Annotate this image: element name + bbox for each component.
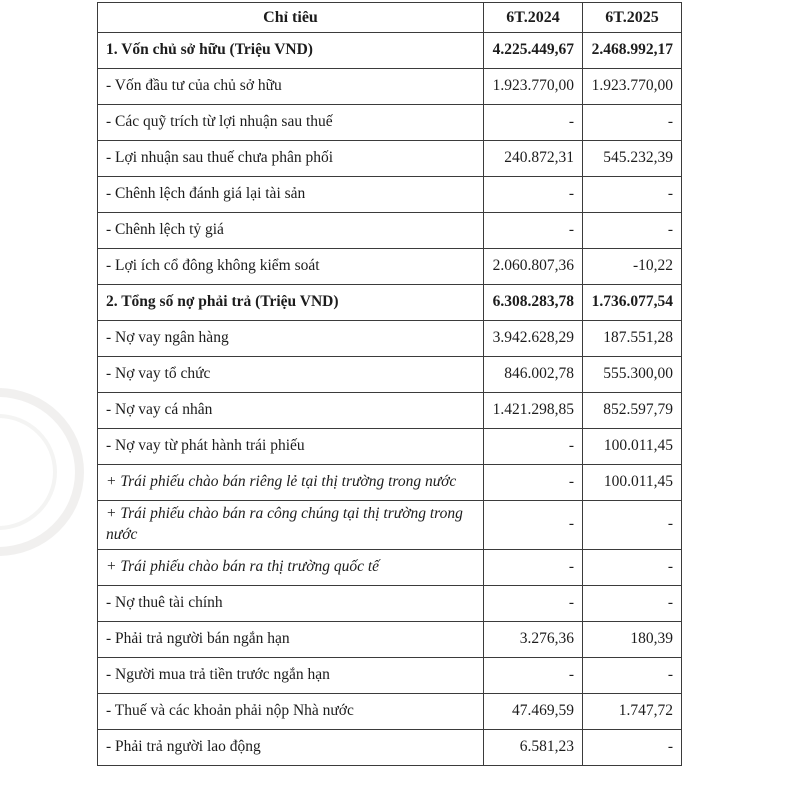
value-2024-cell: - (484, 177, 583, 213)
value-2024-cell: - (484, 657, 583, 693)
value-2025-cell: - (583, 549, 682, 585)
table-row (98, 393, 682, 429)
table-body (98, 33, 682, 766)
table-row (98, 33, 682, 69)
header-period-6t2024: 6T.2024 (484, 3, 583, 33)
value-2025-cell: 1.923.770,00 (583, 69, 682, 105)
row-label-cell: + Trái phiếu chào bán ra công chúng tại thị trường trong nước (98, 501, 484, 550)
table-row (98, 69, 682, 105)
header-criteria: Chỉ tiêu (98, 3, 484, 33)
row-label-cell: - Vốn đầu tư của chủ sở hữu (98, 69, 484, 105)
value-2025-cell: 852.597,79 (583, 393, 682, 429)
row-label-cell: - Phải trả người lao động (98, 729, 484, 765)
value-2025-cell: - (583, 657, 682, 693)
seal-watermark-inner-ring (0, 414, 57, 530)
table-row (98, 657, 682, 693)
value-2025-cell: - (583, 105, 682, 141)
value-2024-cell: - (484, 105, 583, 141)
value-2025-cell: 2.468.992,17 (583, 33, 682, 69)
value-2024-cell: 2.060.807,36 (484, 249, 583, 285)
row-label-cell: - Nợ thuê tài chính (98, 585, 484, 621)
value-2024-cell: - (484, 501, 583, 550)
value-2025-cell: -10,22 (583, 249, 682, 285)
row-label-cell: - Nợ vay cá nhân (98, 393, 484, 429)
table-row (98, 285, 682, 321)
table-row (98, 729, 682, 765)
value-2025-cell: 100.011,45 (583, 465, 682, 501)
table-row (98, 621, 682, 657)
value-2024-cell: - (484, 465, 583, 501)
table-row (98, 105, 682, 141)
value-2024-cell: 846.002,78 (484, 357, 583, 393)
row-label-cell: - Thuế và các khoản phải nộp Nhà nước (98, 693, 484, 729)
value-2024-cell: 1.421.298,85 (484, 393, 583, 429)
row-label-cell: 2. Tổng số nợ phải trả (Triệu VND) (98, 285, 484, 321)
value-2025-cell: - (583, 213, 682, 249)
row-label-cell: - Lợi ích cổ đông không kiểm soát (98, 249, 484, 285)
row-label-cell: - Nợ vay ngân hàng (98, 321, 484, 357)
value-2025-cell: 1.747,72 (583, 693, 682, 729)
value-2024-cell: - (484, 429, 583, 465)
table-header (98, 3, 682, 33)
table-row (98, 501, 682, 550)
table-row (98, 321, 682, 357)
row-label-cell: - Người mua trả tiền trước ngắn hạn (98, 657, 484, 693)
header-row (98, 3, 682, 33)
row-label-cell: - Phải trả người bán ngắn hạn (98, 621, 484, 657)
value-2024-cell: 3.942.628,29 (484, 321, 583, 357)
row-label-cell: + Trái phiếu chào bán ra thị trường quốc tế (98, 549, 484, 585)
table-row (98, 249, 682, 285)
value-2024-cell: - (484, 213, 583, 249)
header-period-6t2025: 6T.2025 (583, 3, 682, 33)
row-label-cell: - Chênh lệch đánh giá lại tài sản (98, 177, 484, 213)
value-2025-cell: - (583, 585, 682, 621)
value-2025-cell: - (583, 501, 682, 550)
row-label-cell: - Các quỹ trích từ lợi nhuận sau thuế (98, 105, 484, 141)
financial-indicators-table (97, 2, 682, 766)
row-label-cell: - Nợ vay từ phát hành trái phiếu (98, 429, 484, 465)
value-2024-cell: - (484, 585, 583, 621)
table-row (98, 549, 682, 585)
table-row (98, 213, 682, 249)
value-2025-cell: 545.232,39 (583, 141, 682, 177)
value-2025-cell: 187.551,28 (583, 321, 682, 357)
table-row (98, 585, 682, 621)
row-label-cell: 1. Vốn chủ sở hữu (Triệu VND) (98, 33, 484, 69)
value-2025-cell: 100.011,45 (583, 429, 682, 465)
table-row (98, 357, 682, 393)
value-2024-cell: 47.469,59 (484, 693, 583, 729)
value-2025-cell: - (583, 177, 682, 213)
table-row (98, 429, 682, 465)
value-2025-cell: 1.736.077,54 (583, 285, 682, 321)
row-label-cell: - Chênh lệch tỷ giá (98, 213, 484, 249)
table-row (98, 693, 682, 729)
row-label-cell: + Trái phiếu chào bán riêng lẻ tại thị trường trong nước (98, 465, 484, 501)
table-row (98, 177, 682, 213)
value-2024-cell: 4.225.449,67 (484, 33, 583, 69)
value-2025-cell: - (583, 729, 682, 765)
seal-watermark (0, 388, 84, 556)
value-2025-cell: 180,39 (583, 621, 682, 657)
value-2025-cell: 555.300,00 (583, 357, 682, 393)
table-row (98, 465, 682, 501)
row-label-cell: - Nợ vay tổ chức (98, 357, 484, 393)
value-2024-cell: 6.581,23 (484, 729, 583, 765)
value-2024-cell: - (484, 549, 583, 585)
value-2024-cell: 240.872,31 (484, 141, 583, 177)
table-row (98, 141, 682, 177)
value-2024-cell: 1.923.770,00 (484, 69, 583, 105)
value-2024-cell: 6.308.283,78 (484, 285, 583, 321)
value-2024-cell: 3.276,36 (484, 621, 583, 657)
row-label-cell: - Lợi nhuận sau thuế chưa phân phối (98, 141, 484, 177)
